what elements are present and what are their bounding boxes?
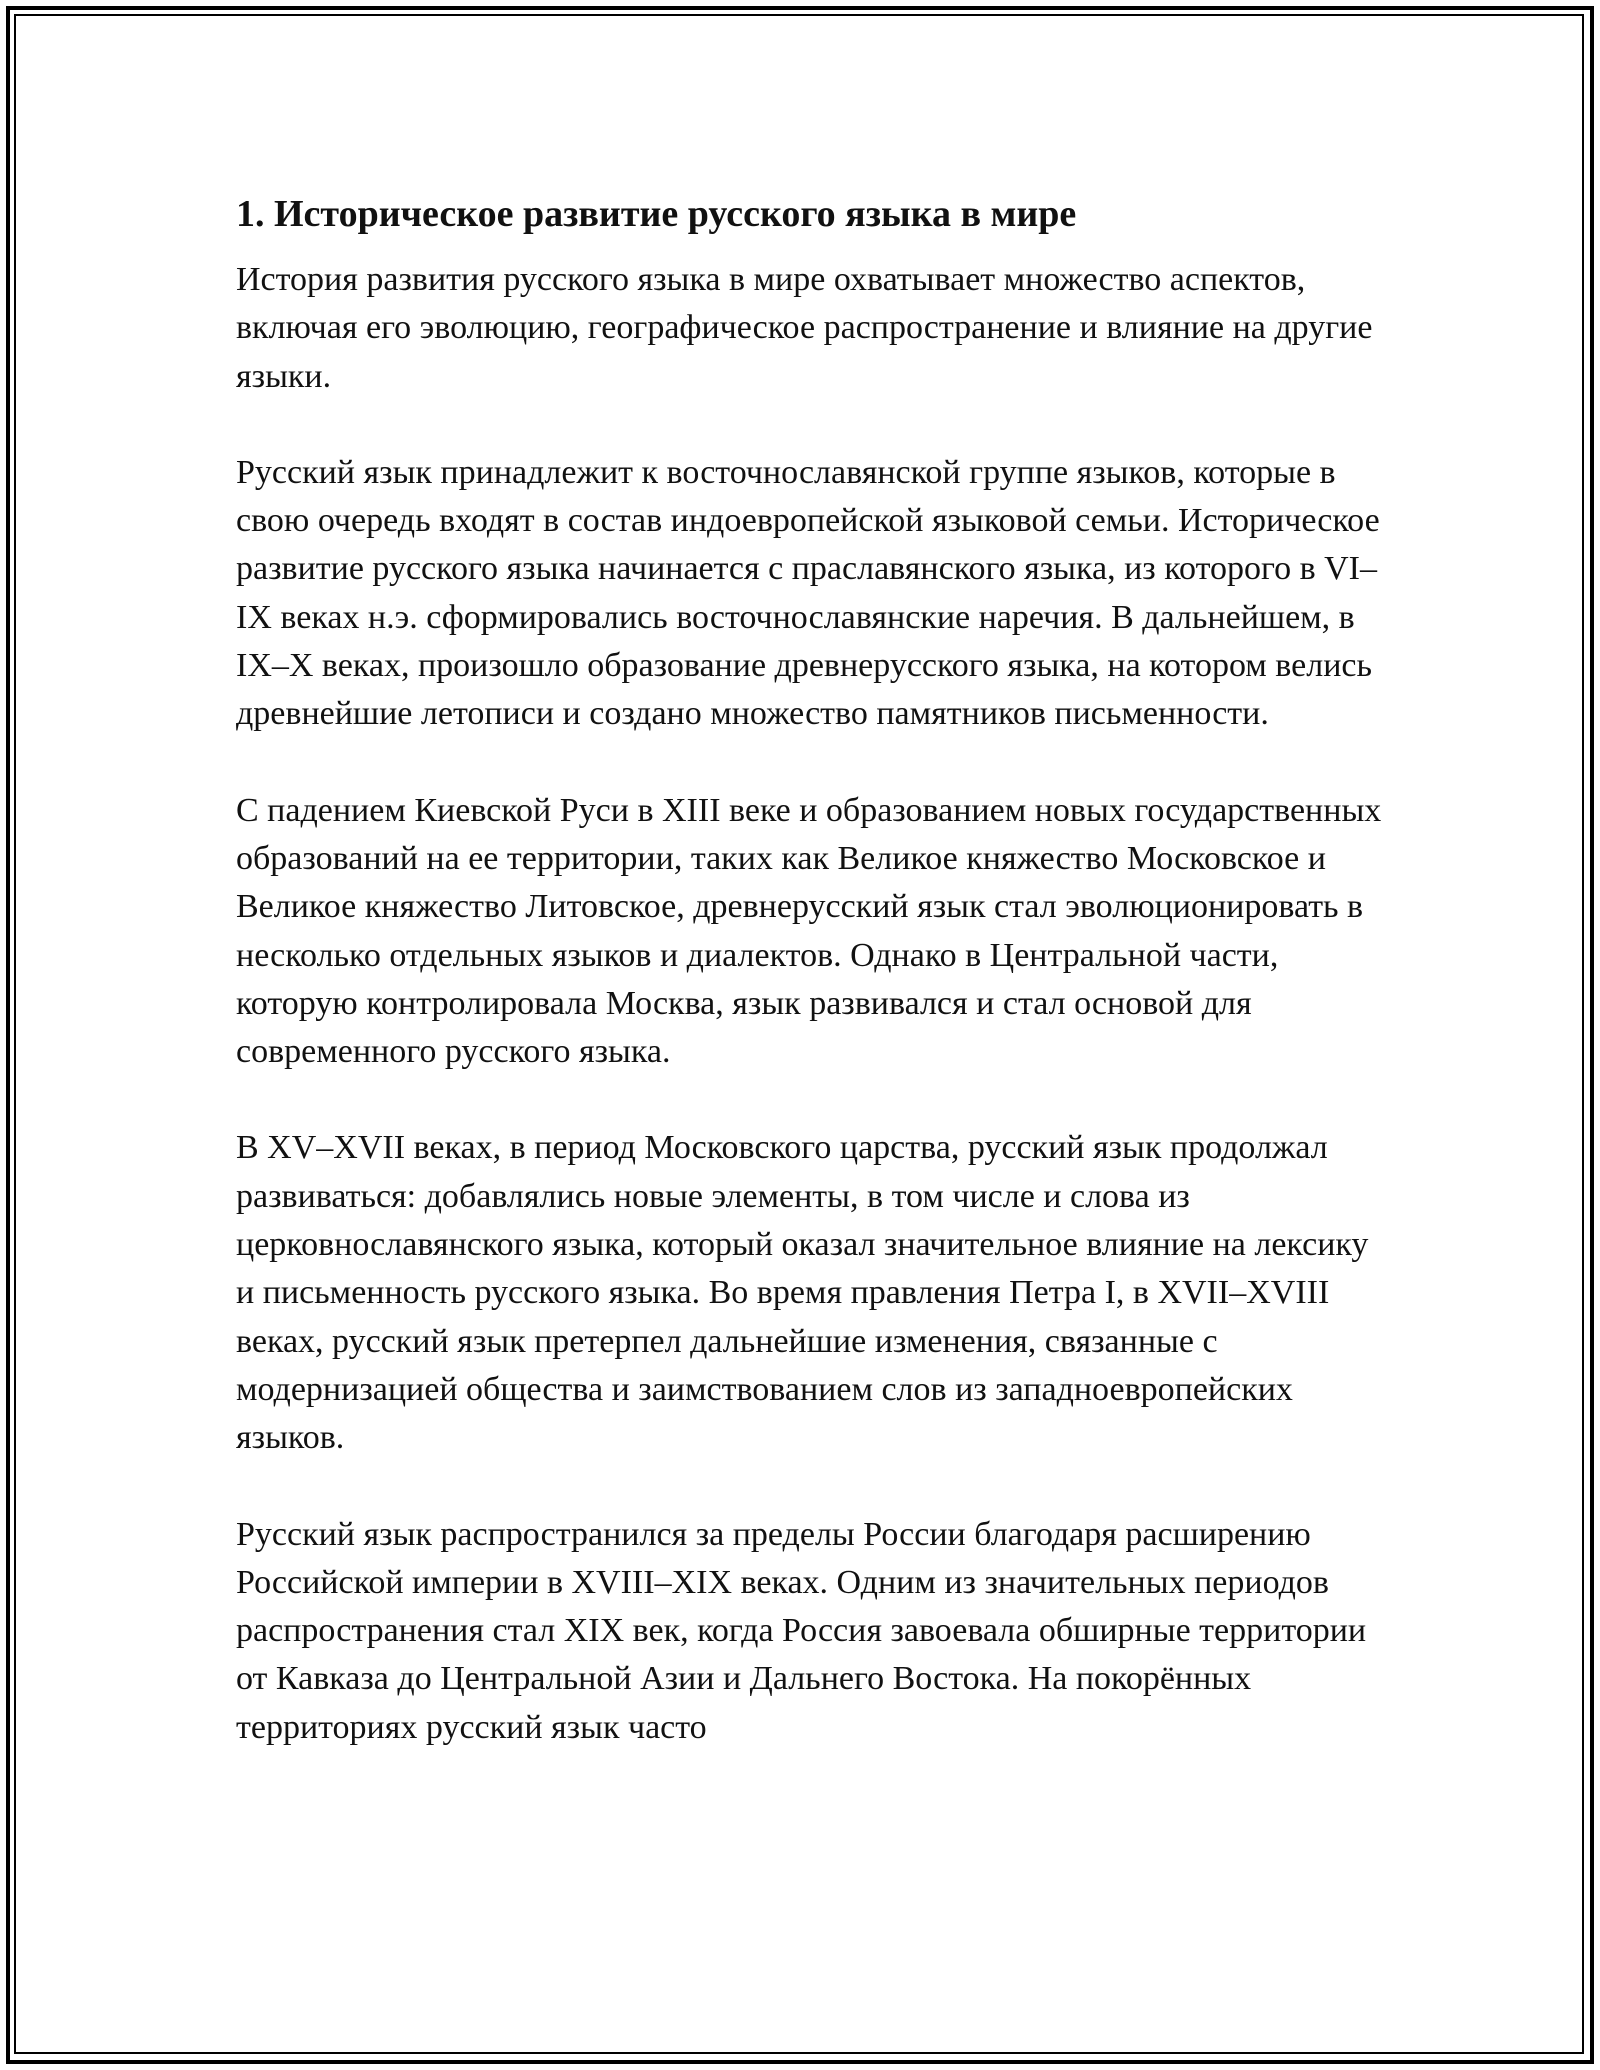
- paragraph-intro: История развития русского языка в мире охватывает множество аспектов, включая его эволюцию, географическое распространение и влияние на другие языки.: [236, 261, 1373, 395]
- paragraph-empire-spread: Русский язык распространился за пределы России благодаря расширению Российской империи в XVIII–XIX веках. Одним из значительных периодов распространения стал XIX век, когда Россия завоевала обширные территории от Кавказа до Центральной Азии и Дальнего Востока. На покорённых территориях русский язык часто: [236, 1515, 1367, 1746]
- paragraph-origins: Русский язык принадлежит к восточнославянской группе языков, которые в свою очередь входят в состав индоевропейской языковой семьи. Историческое развитие русского языка начинается с праславянского языка, из которого в VI–IX веках н.э. сформировались восточнославянские наречия. В дальнейшем, в IX–X веках, произошло образование древнерусского языка, на котором велись древнейшие летописи и создано множество памятников письменности.: [236, 453, 1380, 733]
- paragraph-kievan-rus: С падением Киевской Руси в XIII веке и образованием новых государственных образований на ее территории, таких как Великое княжество Московское и Великое княжество Литовское, древнерусский язык стал эволюционировать в несколько отдельных языков и диалектов. Однако в Центральной части, которую контролировала Москва, язык развивался и стал основой для современного русского языка.: [236, 791, 1382, 1071]
- section-heading: 1. Историческое развитие русского языка в мире: [236, 193, 1077, 235]
- document-body: [236, 188, 1386, 1800]
- paragraph-muscovy: В XV–XVII веках, в период Московского царства, русский язык продолжал развиваться: добавлялись новые элементы, в том числе и слова из церковнославянского языка, который оказал значительное влияние на лексику и письменность русского языка. Во время правления Петра I, в XVII–XVIII веках, русский язык претерпел дальнейшие изменения, связанные с модернизацией общества и заимствованием слов из западноевропейских языков.: [236, 1129, 1369, 1457]
